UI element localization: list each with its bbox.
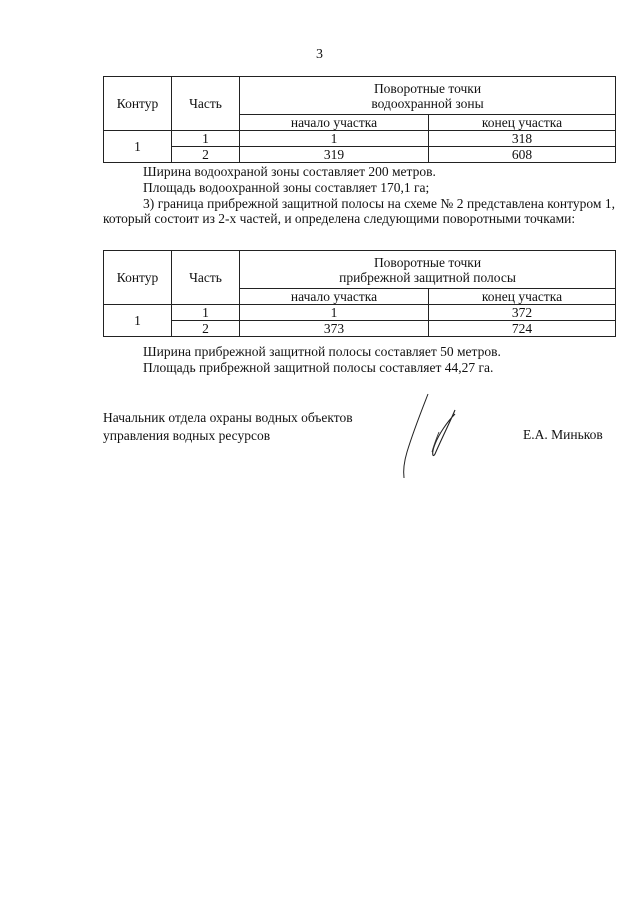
coastal-strip-area-text: Площадь прибрежной защитной полосы составляет 44,27 га. [143, 360, 494, 375]
signatory-position [103, 409, 353, 445]
header-part: Часть [172, 77, 240, 131]
header-turning-points-line1: Поворотные точки [373, 254, 482, 270]
header-end: конец участка [429, 115, 616, 131]
header-turning-points-line2: прибрежной защитной полосы [339, 269, 516, 285]
cell-end: 318 [429, 131, 616, 147]
header-part: Часть [172, 251, 240, 305]
cell-end: 608 [429, 147, 616, 163]
paragraph-block-2 [103, 344, 615, 376]
cell-contour: 1 [104, 305, 172, 337]
header-start: начало участка [240, 115, 429, 131]
header-turning-points-line2: водоохранной зоны [371, 95, 484, 111]
cell-start: 373 [240, 321, 429, 337]
paragraph-block-1 [103, 164, 615, 226]
table-row [104, 321, 616, 337]
cell-part: 1 [172, 305, 240, 321]
water-zone-width-text: Ширина водоохраной зоны составляет 200 метров. [143, 164, 436, 179]
position-line-2: управления водных ресурсов [103, 428, 271, 443]
coastal-strip-width-text: Ширина прибрежной защитной полосы составляет 50 метров. [143, 344, 501, 359]
header-contour: Контур [104, 77, 172, 131]
table-row [104, 305, 616, 321]
cell-start: 1 [240, 131, 429, 147]
handwritten-signature [395, 392, 465, 482]
header-start: начало участка [240, 289, 429, 305]
header-turning-points [240, 77, 616, 115]
water-protection-zone-table [103, 76, 616, 163]
cell-contour: 1 [104, 131, 172, 163]
item-3-text: 3) граница прибрежной защитной полосы на схеме № 2 представлена контуром 1, который состоит из 2-х частей, и определена следующими поворотными точками: [103, 196, 615, 226]
header-contour: Контур [104, 251, 172, 305]
table-row [104, 147, 616, 163]
coastal-strip-table [103, 250, 616, 337]
water-zone-area-text: Площадь водоохранной зоны составляет 170,1 га; [143, 180, 430, 195]
cell-start: 319 [240, 147, 429, 163]
header-turning-points [240, 251, 616, 289]
table-row [104, 131, 616, 147]
cell-part: 2 [172, 147, 240, 163]
cell-part: 2 [172, 321, 240, 337]
header-end: конец участка [429, 289, 616, 305]
cell-part: 1 [172, 131, 240, 147]
page-number: 3 [316, 47, 323, 62]
cell-end: 724 [429, 321, 616, 337]
cell-end: 372 [429, 305, 616, 321]
header-turning-points-line1: Поворотные точки [373, 80, 482, 96]
signatory-name: Е.А. Миньков [523, 427, 603, 442]
cell-start: 1 [240, 305, 429, 321]
position-line-1: Начальник отдела охраны водных объектов [103, 410, 353, 425]
